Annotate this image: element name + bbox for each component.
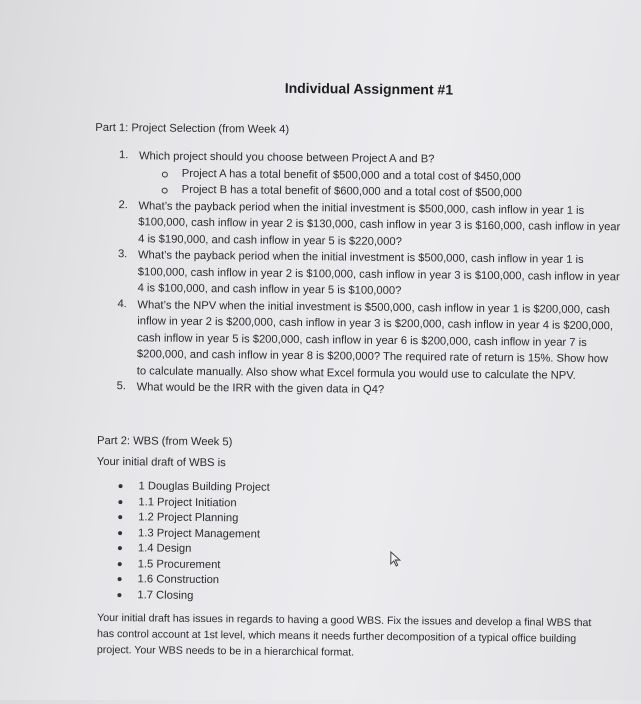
bullet-icon [118,546,122,550]
question-text-line: 4 is $190,000, and cash inflow in year 5 is $220,000? [138,232,402,248]
question-number: 3. [117,248,128,261]
question-text-line: Which project should you choose between Project A and B? [138,150,435,166]
question-number: 5. [116,380,127,393]
question-text-line: $100,000, cash inflow in year 2 is $130,000, cash inflow in year 3 is $160,000, cash inflow in year [138,216,621,234]
bullet-icon [117,593,121,597]
question-text-line: $200,000, and cash inflow in year 8 is $200,000? The required rate of return is 15%. Show how [136,348,609,366]
instruction-line: has control account at 1st level, which means it needs further decomposition of a typical office building [96,627,577,645]
question-text-line: cash inflow in year 5 is $200,000, cash inflow in year 6 is $200,000, cash inflow in year 7 is [137,331,587,349]
wbs-item: 1.2 Project Planning [138,511,239,525]
instruction-line: Your initial draft has issues in regards to having a good WBS. Fix the issues and develop a final WBS that [97,611,592,630]
sub-item-text: Project A has a total benefit of $500,000 and a total cost of $450,000 [181,167,521,183]
question-text-line: What would be the IRR with the given data in Q4? [136,381,385,396]
bullet-icon [118,515,122,519]
question-text-line: What’s the NPV when the initial investment is $500,000, cash inflow in year 1 is $200,000, cash [137,298,610,316]
part2-heading: Part 2: WBS (from Week 5) [96,434,233,449]
bullet-icon [118,577,122,581]
part1-heading: Part 1: Project Selection (from Week 4) [95,121,290,136]
question-text-line: What’s the payback period when the initial investment is $500,000, cash inflow in year 1 is [137,249,584,266]
bullet-icon [118,500,122,504]
bullet-icon [118,562,122,566]
question-text-line: to calculate manually. Also show what Excel formula you would use to calculate the NPV. [136,364,576,382]
document-title: Individual Assignment #1 [284,79,454,98]
wbs-item: 1.3 Project Management [138,526,261,541]
circle-bullet-icon [162,188,168,194]
wbs-intro: Your initial draft of WBS is [96,455,226,470]
question-text-line: $100,000, cash inflow in year 2 is $100,000, cash inflow in year 3 is $100,000, cash inflow in year [137,265,620,283]
mouse-cursor-icon [390,551,402,572]
circle-bullet-icon [162,171,168,177]
question-number: 4. [117,297,127,310]
wbs-item: 1.7 Closing [137,588,194,602]
question-text-line: 4 is $100,000, and cash inflow in year 5 is $100,000? [137,282,402,298]
bullet-icon [119,484,123,488]
instruction-line: project. Your WBS needs to be in a hierarchical format. [96,643,355,659]
question-number: 1. [118,149,129,162]
wbs-item: 1.4 Design [137,542,192,555]
wbs-item: 1.6 Construction [137,573,220,587]
wbs-item: 1.1 Project Initiation [138,495,237,509]
wbs-item: 1 Douglas Building Project [138,480,270,494]
question-number: 2. [118,198,128,211]
bullet-icon [118,531,122,535]
sub-item-text: Project B has a total benefit of $600,000 and a total cost of $500,000 [181,183,522,200]
wbs-item: 1.5 Procurement [137,557,221,571]
question-text-line: What’s the payback period when the initial investment is $500,000, cash inflow in year 1 is [138,199,585,217]
question-text-line: inflow in year 2 is $200,000, cash inflow in year 3 is $200,000, cash inflow in year 4 is $200,000, [137,315,614,333]
